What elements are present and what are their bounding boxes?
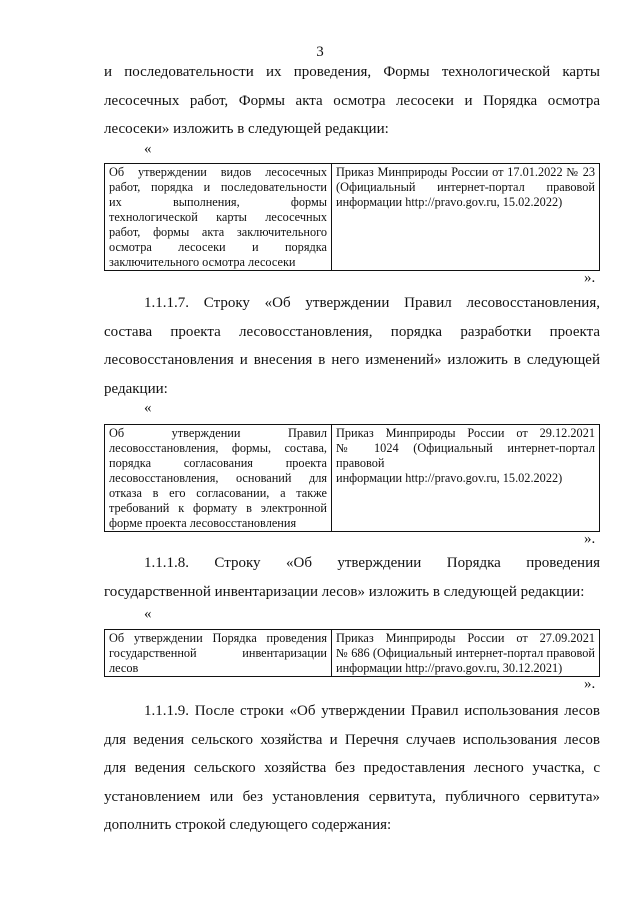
cell-line: Об утверждении Порядка проведения [109, 631, 327, 645]
opening-quote: « [144, 606, 152, 622]
act-title-cell [105, 630, 332, 677]
cell-line: лесовосстановления, формы, состава, [109, 441, 327, 455]
cell-line: Об утверждении Правил [109, 426, 327, 440]
cell-line: информации http://pravo.gov.ru, 30.12.2021) [336, 661, 563, 675]
cell-line: Приказ Минприроды России от 29.12.2021 [336, 426, 595, 440]
cell-line: № 1024 (Официальный интернет-портал правовой [336, 441, 595, 470]
text-line: 1.1.1.8. Строку «Об утверждении Порядка проведения [144, 555, 600, 571]
text-line: дополнить строкой следующего содержания: [104, 817, 392, 834]
cell-line: заключительного осмотра лесосеки [109, 255, 296, 269]
table-row [105, 630, 600, 677]
cell-line: Приказ Минприроды России от 17.01.2022 № 23 [336, 165, 595, 179]
cell-line: технологической карты лесосечных [109, 210, 327, 224]
closing-quote: ». [584, 270, 596, 286]
text-line: для ведения сельского хозяйства без предоставления лесного участка, с [104, 760, 600, 777]
text-line: лесовосстановления и внесения в него изменений» изложить в следующей [104, 352, 600, 369]
cell-line: требований к формату в электронной [109, 501, 327, 515]
cell-line: № 686 (Официальный интернет-портал правовой [336, 646, 595, 660]
page-number: 3 [316, 44, 324, 60]
paragraph-1-1-1-7 [104, 289, 600, 403]
text-line: редакции: [104, 380, 168, 397]
paragraph-intro [104, 58, 600, 144]
cell-line: осмотра лесосеки и порядка [109, 240, 327, 254]
text-line: состава проекта лесовосстановления, порядка разработки проекта [104, 323, 600, 340]
cell-line: информации http://pravo.gov.ru, 15.02.2022) [336, 471, 563, 485]
act-title-cell [105, 164, 332, 271]
paragraph-1-1-1-9 [104, 697, 600, 840]
text-line: лесосеки» изложить в следующей редакции: [104, 121, 389, 138]
cell-line: информации http://pravo.gov.ru, 15.02.2022) [336, 195, 563, 209]
text-line: государственной инвентаризации лесов» изложить в следующей редакции: [104, 583, 585, 600]
paragraph-1-1-1-8 [104, 549, 600, 606]
act-source-cell [332, 164, 600, 271]
act-source-cell [332, 630, 600, 677]
text-line: для ведения сельского хозяйства и Перечня случаев использования лесов [104, 731, 600, 748]
cell-line: их выполнения, формы [109, 195, 327, 209]
table-row [105, 425, 600, 532]
opening-quote: « [144, 141, 152, 157]
act-source-cell [332, 425, 600, 532]
cell-line: порядка согласования проекта [109, 456, 327, 470]
table-row [105, 164, 600, 271]
act-title-cell [105, 425, 332, 532]
closing-quote: ». [584, 676, 596, 692]
act-table-2 [104, 424, 600, 532]
cell-line: Приказ Минприроды России от 27.09.2021 [336, 631, 595, 645]
text-line: лесосечных работ, Формы акта осмотра лесосеки и Порядка осмотра [104, 92, 600, 109]
text-line: установлением или без установления сервитута, публичного сервитута» [104, 788, 600, 805]
opening-quote: « [144, 400, 152, 416]
cell-line: (Официальный интернет-портал правовой [336, 180, 595, 194]
closing-quote: ». [584, 531, 596, 547]
text-line: 1.1.1.9. После строки «Об утверждении Правил использования лесов [144, 703, 600, 719]
text-line: 1.1.1.7. Строку «Об утверждении Правил лесовосстановления, [144, 295, 600, 311]
text-line: и последовательности их проведения, Формы технологической карты [104, 64, 600, 80]
cell-line: государственной инвентаризации [109, 646, 327, 660]
cell-line: лесов [109, 661, 139, 675]
cell-line: работ, порядка и последовательности [109, 180, 327, 194]
cell-line: лесовосстановления, оснований для [109, 471, 327, 485]
act-table-3 [104, 629, 600, 677]
cell-line: работ, формы акта заключительного [109, 225, 327, 239]
cell-line: Об утверждении видов лесосечных [109, 165, 327, 179]
cell-line: отказа в его согласовании, а также [109, 486, 327, 500]
act-table-1 [104, 163, 600, 271]
cell-line: форме проекта лесовосстановления [109, 516, 297, 530]
